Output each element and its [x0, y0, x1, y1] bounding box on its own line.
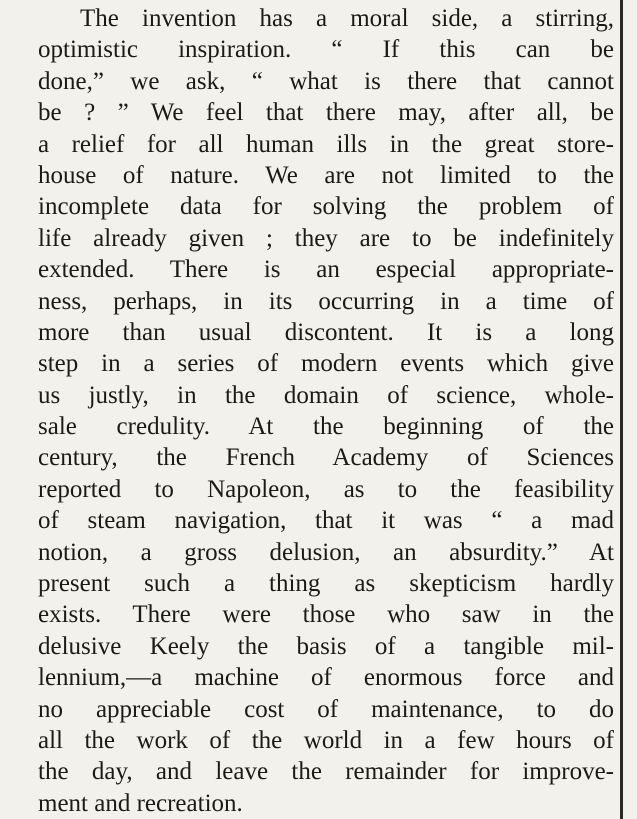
- text-line: lennium,—a machine of enormous force and: [38, 664, 614, 692]
- text-line: the day, and leave the remainder for improve-: [38, 758, 614, 786]
- text-line: incomplete data for solving the problem of: [38, 193, 614, 221]
- text-line: be ? ” We feel that there may, after all, be: [38, 99, 614, 127]
- column-rule: [620, 0, 623, 819]
- text-line: of steam navigation, that it was “ a mad: [38, 507, 614, 535]
- text-line: life already given ; they are to be indefinitely: [38, 224, 614, 252]
- text-line: century, the French Academy of Sciences: [38, 444, 614, 472]
- text-line: present such a thing as skepticism hardly: [38, 570, 614, 598]
- text-line: delusive Keely the basis of a tangible mil-: [38, 632, 614, 660]
- text-line: done,” we ask, “ what is there that cannot: [38, 67, 614, 95]
- text-line: optimistic inspiration. “ If this can be: [38, 36, 614, 64]
- text-line: step in a series of modern events which give: [38, 350, 614, 378]
- text-line: more than usual discontent. It is a long: [38, 318, 614, 346]
- text-line: reported to Napoleon, as to the feasibility: [38, 475, 614, 503]
- text-line: exists. There were those who saw in the: [38, 601, 614, 629]
- text-line: no appreciable cost of maintenance, to do: [38, 695, 614, 723]
- text-line: notion, a gross delusion, an absurdity.” At: [38, 538, 614, 566]
- text-line: ment and recreation.: [38, 789, 243, 817]
- text-line: extended. There is an especial appropriate-: [38, 256, 614, 284]
- text-line: all the work of the world in a few hours of: [38, 726, 614, 754]
- paragraph: [38, 3, 614, 819]
- text-line: house of nature. We are not limited to the: [38, 161, 614, 189]
- text-line: a relief for all human ills in the great store-: [38, 130, 614, 158]
- text-line: ness, perhaps, in its occurring in a time of: [38, 287, 614, 315]
- text-line: us justly, in the domain of science, whole-: [38, 381, 614, 409]
- text-line: sale credulity. At the beginning of the: [38, 413, 614, 441]
- text-line: The invention has a moral side, a stirring,: [80, 5, 614, 32]
